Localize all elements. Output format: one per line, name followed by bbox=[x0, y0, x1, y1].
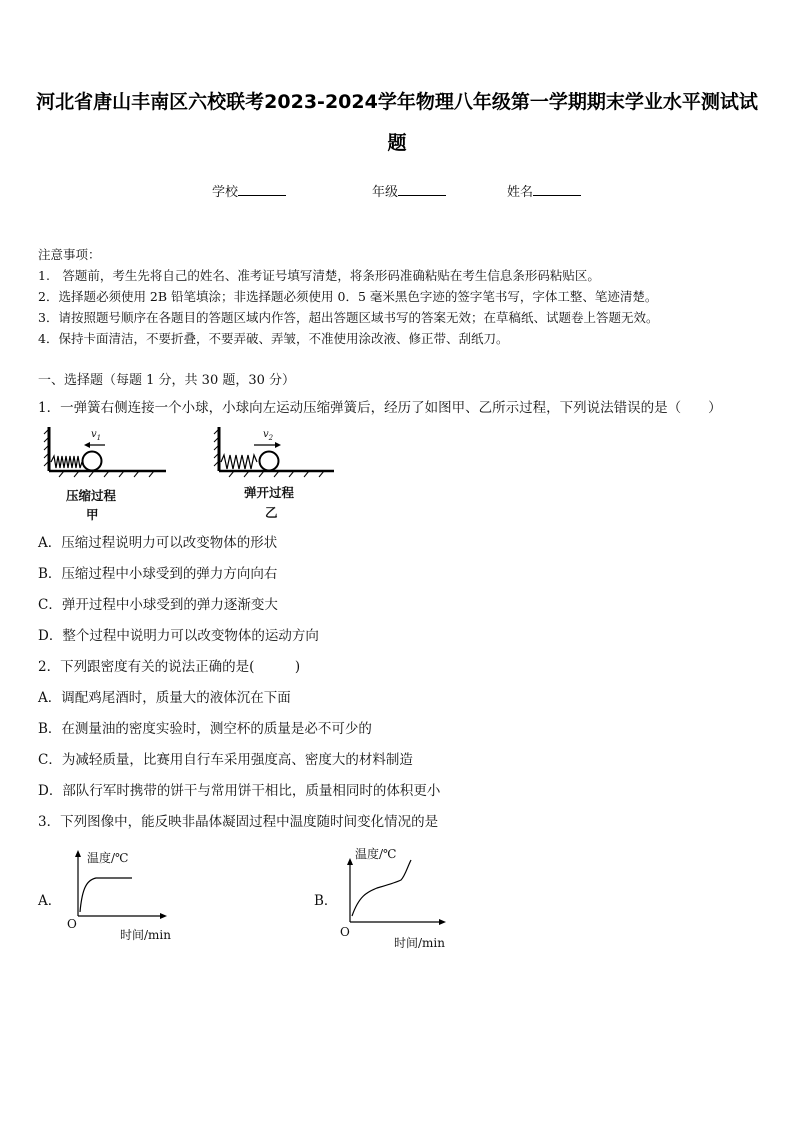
note-item-1: 1. 答题前，考生先将自己的姓名、准考证号填写清楚，将条形码准确粘贴在考生信息条形码粘贴区。 bbox=[38, 268, 600, 283]
figure-jia-label: 甲 bbox=[86, 507, 99, 522]
graph-b-curve bbox=[341, 858, 451, 928]
question-3-option-b[interactable]: B． bbox=[314, 893, 338, 909]
compression-figure bbox=[44, 425, 174, 485]
velocity-label-v1: $v_1$ bbox=[91, 429, 102, 442]
rebound-figure bbox=[214, 425, 339, 485]
question-2-option-b[interactable]: B．在测量油的密度实验时，测空杯的质量是必不可少的 bbox=[38, 721, 372, 737]
question-2-option-a[interactable]: A．调配鸡尾酒时，质量大的液体沉在下面 bbox=[38, 690, 291, 706]
graph-b-origin: O bbox=[340, 925, 350, 939]
note-item-2: 2．选择题必须使用 2B 铅笔填涂；非选择题必须使用 0．5 毫米黑色字迹的签字笔书写，字体工整、笔迹清楚。 bbox=[38, 289, 658, 304]
compression-caption: 压缩过程 bbox=[66, 488, 117, 503]
notes-heading: 注意事项： bbox=[38, 247, 101, 262]
question-2-option-c[interactable]: C．为减轻质量，比赛用自行车采用强度高、密度大的材料制造 bbox=[38, 752, 413, 768]
question-2-option-d[interactable]: D．部队行军时携带的饼干与常用饼干相比，质量相同时的体积更小 bbox=[38, 783, 441, 799]
question-3-stem: 3．下列图像中，能反映非晶体凝固过程中温度随时间变化情况的是 bbox=[38, 814, 439, 830]
page-title-line1: 河北省唐山丰南区六校联考2023-2024学年物理八年级第一学期期末学业水平测试试 bbox=[36, 91, 758, 113]
school-label: 学校 bbox=[212, 185, 239, 200]
page-title-line2: 题 bbox=[387, 132, 407, 154]
grade-field bbox=[372, 181, 446, 200]
grade-blank[interactable] bbox=[398, 183, 446, 196]
question-1-option-c[interactable]: C．弹开过程中小球受到的弹力逐渐变大 bbox=[38, 597, 278, 613]
velocity-label-v2: $v_2$ bbox=[263, 429, 274, 442]
school-blank[interactable] bbox=[238, 183, 286, 196]
figure-yi-label: 乙 bbox=[265, 505, 278, 520]
graph-a-ylabel: 温度/℃ bbox=[87, 851, 129, 865]
grade-label: 年级 bbox=[372, 185, 399, 200]
school-field bbox=[212, 181, 286, 200]
note-item-4: 4．保持卡面清洁，不要折叠，不要弄破、弄皱，不准使用涂改液、修正带、刮纸刀。 bbox=[38, 331, 509, 346]
question-2-stem: 2．下列跟密度有关的说法正确的是( ) bbox=[38, 659, 301, 675]
graph-b-ylabel: 温度/℃ bbox=[355, 847, 397, 861]
question-1-option-d[interactable]: D．整个过程中说明力可以改变物体的运动方向 bbox=[38, 628, 319, 644]
note-item-3: 3．请按照题号顺序在各题目的答题区域内作答，超出答题区域书写的答案无效；在草稿纸、试题卷上答题无效。 bbox=[38, 310, 659, 325]
rebound-caption: 弹开过程 bbox=[244, 485, 295, 500]
question-1-option-b[interactable]: B．压缩过程中小球受到的弹力方向向右 bbox=[38, 566, 278, 582]
name-label: 姓名 bbox=[507, 185, 534, 200]
question-1-option-a[interactable]: A．压缩过程说明力可以改变物体的形状 bbox=[38, 535, 278, 551]
graph-a-cooling-curve bbox=[70, 850, 170, 920]
graph-b-xlabel: 时间/min bbox=[394, 936, 445, 950]
section-heading: 一、选择题（每题 1 分，共 30 题，30 分） bbox=[38, 373, 296, 388]
name-blank[interactable] bbox=[533, 183, 581, 196]
name-field bbox=[507, 181, 581, 200]
graph-a-xlabel: 时间/min bbox=[120, 928, 171, 942]
question-3-option-a[interactable]: A． bbox=[38, 893, 62, 909]
graph-a-origin: O bbox=[67, 917, 77, 931]
question-1-stem: 1．一弹簧右侧连接一个小球，小球向左运动压缩弹簧后，经历了如图甲、乙所示过程，下列说法错误的是（ ） bbox=[38, 400, 722, 416]
